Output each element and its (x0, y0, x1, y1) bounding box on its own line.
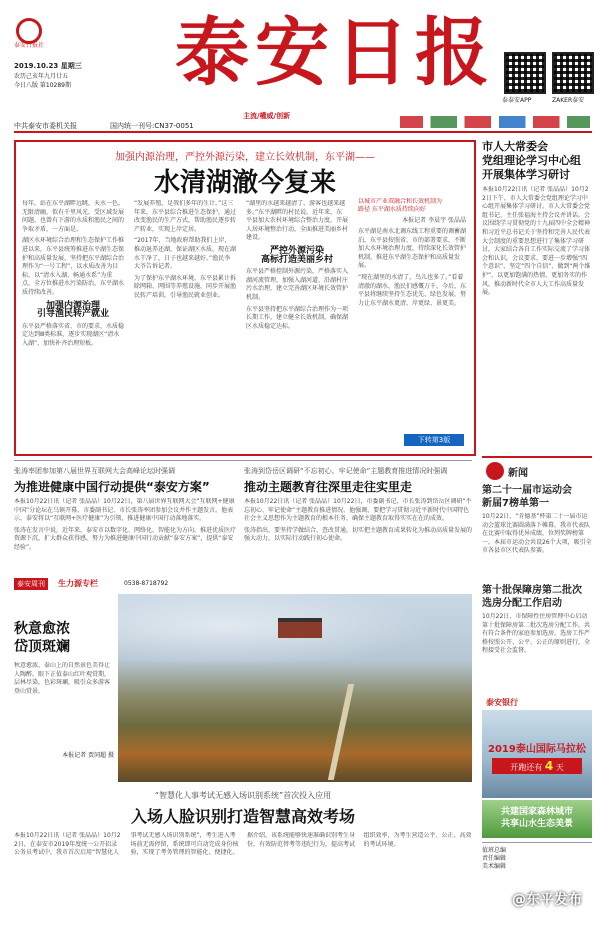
lead-column-4 (358, 198, 466, 428)
edition-info: 今日八版 第10289期 (14, 82, 71, 89)
masthead (0, 0, 602, 130)
bank-ad-label: 泰安银行 (482, 696, 596, 710)
section-divider (14, 460, 472, 461)
photo-feature-header (14, 578, 472, 590)
lead-column-2 (134, 200, 236, 448)
lead-column-1 (22, 200, 124, 448)
bottom-body (14, 832, 472, 928)
footer-credits (482, 842, 592, 923)
bottom-headline: 入场人脸识别打造智慧高效考场 (130, 807, 355, 826)
lead-subhead-1: 加强内源治理 引导渔民转产就业 (36, 300, 109, 320)
lead-col1-para: 每年，站在东平湖畔远眺，天水一色，无限清幽，似有千里风光。受区域发展问题，也曾有下游的水质和渔民之间的争取矛盾，一方面是。 (22, 200, 124, 233)
news-section-icon (486, 462, 504, 480)
lead-column-3 (246, 200, 348, 448)
feature-tag: 泰安周刊 (14, 578, 48, 590)
lead-col1-para: 湖区水环境综合治理和生态保护工作推进以来，东平县统筹推进东平湖生态保护和高质量发展，坚持把东平湖综合治理作为“一号工程”，以水质改善为目标，以“清水入湖、畅通水系”为重点，全方位推进水污染防治，东平湖水质持续改善。 (22, 237, 124, 296)
mid-left-body (14, 498, 236, 578)
feature-phone: 0538-8718792 (124, 580, 169, 587)
continue-page-button[interactable]: 下转第3版 (404, 434, 464, 446)
bottom-para: 本报10月22日讯（记者 张晶晶）10月22日，在泰安市2019年度统一公开招录公务员考试中，我市首次启用“智慧化人事考试无感入场识别系统”，考生进入考场前无需停留，系统即可自动完成身份核验，实现了考务管理的智能化、便捷化。 (14, 832, 239, 857)
photo-sidebar-body: 秋意愈浓，泰山上的自然景色美得让人陶醉。眼下正值泰山红叶观赏期，层林尽染，色彩斑斓，吸引众多游客登山赏景。 (14, 662, 111, 695)
countdown-days: 4 (544, 759, 554, 773)
lead-col2-para: “发展养殖，是我们多年的生计。”这三年来，东平县综合推进生态保护，通过改变渔民的生产方式，帮助渔民逐步转产转业，实现上岸定居。 (134, 200, 236, 233)
news-item-2[interactable] (482, 584, 592, 703)
masthead-title: 泰安日报 (175, 10, 495, 96)
news-item-1-body: 10月22日，“肯德基”杯第二十一届市运动会篮球比赛圆满落下帷幕，我市代表队在比赛中取得优异成绩，位列奖牌榜第一。本届市运动会共设26个大项，吸引全市各县市区代表队参赛。 (482, 513, 592, 555)
mid-right-story (244, 466, 472, 570)
cn-number: 国内统一刊号:CN37-0051 (110, 122, 194, 130)
logo-caption: 泰安日报社 (14, 42, 45, 49)
news-item-2-body: 10月22日，市保障性住房管理中心启动第十批保障房第二批次选房分配工作，共有符合条件的家庭参加选房。选房工作严格按照公开、公平、公正的原则进行，全程接受社会监督。 (482, 613, 591, 655)
lead-subhead-2: 严控外源污染 高标打造美丽乡村 (260, 245, 333, 265)
marathon-ad[interactable] (482, 696, 592, 798)
mid-right-body (244, 498, 472, 578)
lead-headline: 水清湖澈今复来 (153, 168, 336, 198)
lead-col3-para: 东平县严格控制外源污染，严格落实入湖河流管理，加强入湖河道、沿湖村庄污水治理，建立完善湖区环境长效管护机制。 (246, 268, 348, 301)
mountain-photo (118, 594, 472, 782)
lead-story-box (14, 140, 476, 456)
lead-kicker: 加强内源治理，严控外源污染，建立长效机制，东平湖—— (115, 152, 375, 163)
mid-right-para: 本报10月22日讯（记者 张晶晶）10月22日，市委副书记、市长张涛到岱岳区调研“不忘初心、牢记使命”主题教育推进情况，他强调，要把学习贯彻习近平新时代中国特色社会主义思想作为主题教育的根本任务，确保主题教育取得实实在在的成效。 (244, 498, 472, 523)
lead-col2-para: “2017年，当地政府帮助我们上岸，推动退养还湖，保证湖区水质，现在湖水干净了，日子也越来越好。”渔民李大爷告诉记者。 (134, 237, 236, 271)
photo-sidebar-title: 秋意愈浓 岱顶斑斓 (14, 621, 70, 655)
right-top-body: 本报10月22日讯（记者 张晶晶）10月22日下午，市人大常委会党组理论学习中心组开展集体学习研讨。市人大常委会党组书记、主任张福海主持会议并讲话。会议围绕学习贯彻党的十九届四中全会精神和习近平总书记关于坚持和完善人民代表大会制度的重要思想进行了集体学习研讨，大家结合各自工作实际交流了学习体会和认识。会议要求，要进一步增强“四个意识”、坚定“四个自信”、做到“两个维护”，以更加饱满的热情、更加务实的作风，推动新时代全市人大工作高质量发展。 (482, 186, 591, 297)
right-top-headline: 市人大常委会 党组理论学习中心组 开展集体学习研讨 (482, 140, 581, 181)
mid-right-headline: 推动主题教育往深里走往实里走 (244, 480, 413, 494)
lead-col2-para: 为了保护东平湖水环境，东平县累计拆除网箱、网围等养殖设施，同步开展渔民转产培训，引导渔民就业创业。 (134, 274, 236, 299)
news-section-label: 新闻 (508, 468, 528, 479)
news-item-2-title[interactable]: 第十批保障房第二批次 选房分配工作启动 (482, 585, 582, 609)
news-item-1-title[interactable]: 第二十一届市运动会 新届7榜单第一 (482, 485, 572, 509)
mid-left-para: 本报10月22日讯（记者 张晶晶）10月22日，第八届世界互联网大会“互联网+健康中国”分论坛在乌镇开幕，市委副书记、市长张涛率团参加会议并作主题发言。他表示，泰安将以“互联网+医疗健康”为引领，推进健康中国行动落地落实。 (14, 498, 235, 523)
right-column-top (482, 140, 592, 452)
mid-right-kicker: 张涛到岱岳区调研“不忘初心、牢记使命”主题教育推进情况时强调 (244, 467, 448, 475)
footer-col1: 值班总编 (482, 847, 507, 854)
issue-date: 2019.10.23 星期三 (14, 62, 82, 70)
partner-logos-strip (400, 116, 590, 128)
qr-code-zaker-icon[interactable] (552, 52, 594, 94)
lead-col3-para: “湖里的水越来越清了，游客也越来越多。”东平湖畔的村民说。近年来，东平县加大农村环境综合整治力度，开展人居环境整治行动，全面推进美丽乡村建设。 (246, 200, 348, 242)
bottom-para: 据介绍，该系统能够快速准确识别考生身份，有效防范替考等违纪行为，提高考试组织效率，为考生营造公平、公正、高效的考试环境。 (247, 832, 472, 848)
bottom-kicker: “智慧化人事考试无感入场识别系统”首次投入应用 (154, 791, 332, 800)
photo-credit: 本报记者 贾同超 摄 (62, 752, 114, 759)
lead-col1-para: 东平县严格落实省、市的要求，水质稳定达到Ⅲ类标准，逐步实现湖区“清水入湖”，加快补齐治理短板。 (22, 322, 124, 347)
newspaper-logo-icon (16, 18, 42, 44)
app-caption: 泰泰安APP (502, 97, 532, 104)
footer-col3: 美术编辑 (482, 863, 507, 870)
forest-city-ad-text: 共建国家森林城市 共享山水生态美景 (500, 807, 573, 829)
watermark: @东平发布 (512, 892, 582, 908)
mid-left-kicker: 张涛率团参加第八届世界互联网大会高峰论坛时强调 (14, 467, 175, 475)
bottom-story (14, 790, 472, 922)
lead-byline: 本报记者 李晨宇 张晶晶 (402, 217, 466, 224)
feature-tag-2: 生力源专栏 (58, 579, 98, 588)
mid-right-para: 张涛指出，要坚持学做结合、查改贯通，切实把主题教育成果转化为推动高质量发展的强大动力，以实际行动践行初心使命。 (244, 526, 472, 543)
news-item-1[interactable] (482, 484, 592, 583)
mid-left-para: 张涛在发言中说，近年来，泰安市以数字化、网络化、智能化为方向，推进优质医疗资源下沉，扩大群众获得感，努力为推进健康中国行动贡献“泰安方案”，提供“泰安经验”。 (14, 526, 236, 551)
forest-city-ad[interactable] (482, 800, 592, 838)
countdown-unit: 天 (555, 763, 564, 772)
mid-left-story (14, 466, 236, 570)
lead-col4-para: 东平湖是南水北调东线工程重要的调蓄湖泊，东平县按照省、市的部署要求，不断加大水环境治理力度，持续深化长效管护机制，推进东平湖生态保护和高质量发展。 (358, 228, 466, 270)
news-section-header (482, 456, 592, 482)
footer-col2: 责任编辑 (482, 855, 507, 862)
lead-col3-para: 东平县坚持把东平湖综合治理作为一项长期工作，建立健全长效机制，确保湖区水质稳定达标。 (246, 305, 348, 330)
lead-col4-para: “现在湖里的水清了，鸟儿也多了。”看着清澈的湖水，渔民们感慨万千。今后，东平县将继续坚持生态优先、绿色发展，努力让东平湖水更清、岸更绿、景更美。 (358, 273, 466, 307)
lead-subhead-3: 以城市产业双融合和长效机制为 路径 东平湖水质持续向好 (358, 198, 443, 213)
stairway-path (328, 684, 354, 780)
lunar-date: 农历己亥年九月廿五 (14, 73, 69, 80)
countdown-label: 开跑还有 (510, 763, 543, 772)
slogan: 主流/權威/创新 (243, 112, 291, 120)
publisher-line: 中共泰安市委机关报 (14, 122, 77, 130)
mid-left-headline: 为推进健康中国行动提供“泰安方案” (14, 480, 210, 494)
temple-roof-icon (278, 618, 322, 638)
photo-sidebar (14, 594, 114, 782)
marathon-countdown (492, 758, 582, 774)
zaker-caption: ZAKER泰安 (552, 97, 585, 104)
marathon-ad-title: 2019泰山国际马拉松 (488, 744, 586, 755)
qr-code-app-icon[interactable] (504, 52, 546, 94)
masthead-divider (14, 131, 592, 133)
